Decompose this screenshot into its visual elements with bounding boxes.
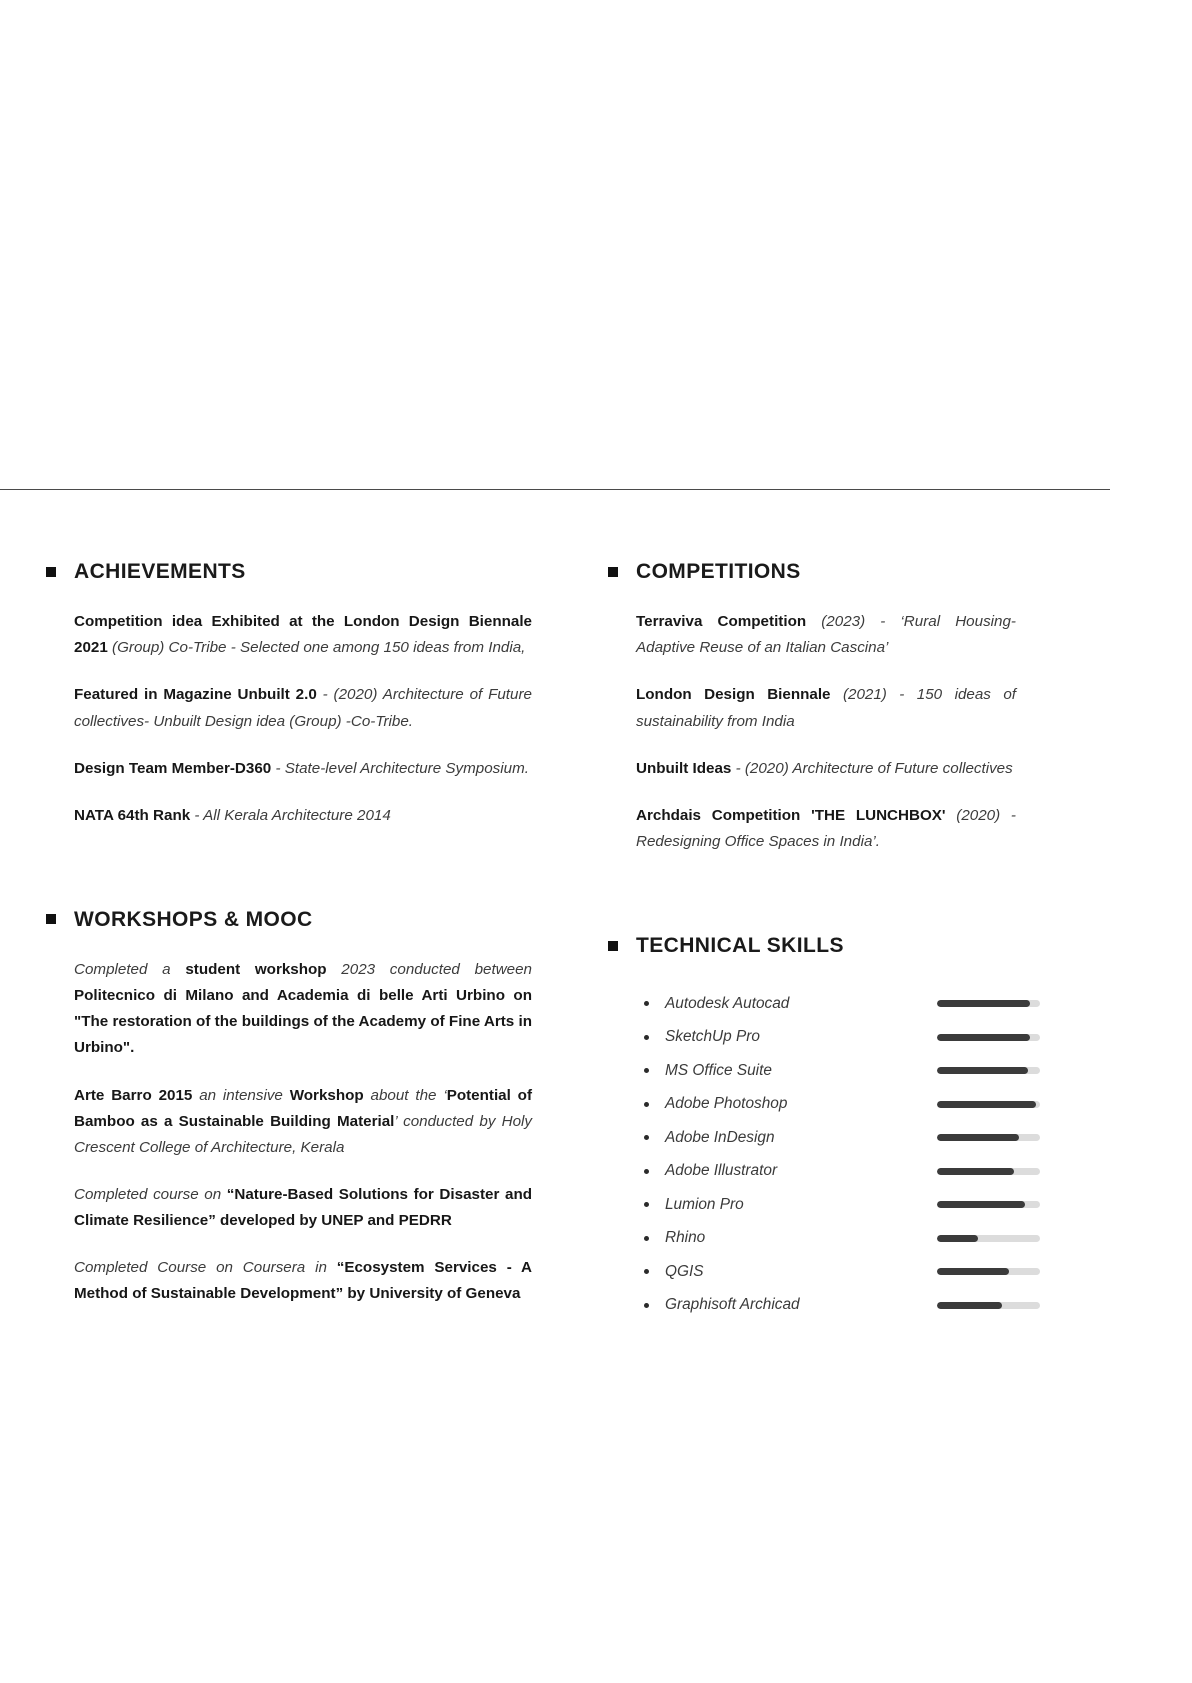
competition-italic: (2020) - Redesigning Office Spaces in India’. — [636, 806, 1016, 850]
achievement-item — [74, 609, 532, 661]
skill-level-fill — [937, 1302, 1002, 1309]
dot-bullet-icon — [644, 1202, 649, 1207]
skill-row — [644, 987, 1110, 1021]
skill-row — [644, 1088, 1110, 1122]
achievement-bold: Competition idea Exhibited at the London Design Biennale 2021 — [74, 613, 532, 657]
workshop-italic: Completed course on — [74, 1186, 227, 1204]
competition-bold: London Design Biennale — [636, 686, 831, 704]
workshop-bold: “Ecosystem Services - A Method of Sustainable Development” by University of Geneva — [74, 1259, 532, 1303]
skill-row — [644, 1222, 1110, 1256]
achievement-bold: Design Team Member-D360 — [74, 759, 272, 777]
skill-name: Adobe Photoshop — [665, 1095, 788, 1113]
skill-level-bar — [937, 1235, 1040, 1242]
dot-bullet-icon — [644, 1269, 649, 1274]
section-spacer — [608, 876, 1110, 934]
dot-bullet-icon — [644, 1169, 649, 1174]
achievement-italic: - All Kerala Architecture 2014 — [190, 806, 391, 824]
achievements-title: ACHIEVEMENTS — [74, 560, 246, 583]
competition-bold: Unbuilt Ideas — [636, 759, 732, 777]
skill-level-fill — [937, 1134, 1019, 1141]
skill-level-fill — [937, 1168, 1014, 1175]
competition-item — [636, 756, 1016, 782]
competition-item — [636, 682, 1016, 734]
square-bullet-icon — [46, 567, 56, 577]
workshop-item — [74, 1083, 532, 1161]
skill-name: SketchUp Pro — [665, 1028, 760, 1046]
skill-level-fill — [937, 1034, 1030, 1041]
achievement-italic: (Group) Co-Tribe - Selected one among 150 ideas from India, — [107, 639, 526, 657]
header-divider — [0, 489, 1110, 490]
competitions-header — [608, 560, 1110, 583]
section-workshops — [46, 908, 560, 1308]
workshop-item — [74, 957, 532, 1062]
skill-name: MS Office Suite — [665, 1061, 772, 1079]
skill-row — [644, 1155, 1110, 1189]
workshops-title: WORKSHOPS & MOOC — [74, 907, 313, 931]
section-technical-skills — [608, 934, 1110, 1322]
workshop-italic: Completed Course on Coursera in — [74, 1259, 337, 1277]
skill-name: Graphisoft Archicad — [665, 1296, 800, 1314]
technical-skills-title: TECHNICAL SKILLS — [636, 934, 844, 958]
skill-name: Adobe Illustrator — [665, 1162, 778, 1180]
workshop-item — [74, 1182, 532, 1234]
dot-bullet-icon — [644, 1068, 649, 1073]
skill-row — [644, 1121, 1110, 1155]
achievement-bold: NATA 64th Rank — [74, 806, 191, 824]
technical-skills-header — [608, 934, 1110, 957]
skill-level-fill — [937, 1000, 1030, 1007]
workshop-italic: an intensive — [192, 1086, 290, 1104]
dot-bullet-icon — [644, 1102, 649, 1107]
skill-level-bar — [937, 1000, 1040, 1007]
dot-bullet-icon — [644, 1035, 649, 1040]
skill-row — [644, 1289, 1110, 1323]
workshop-italic: about the ‘ — [363, 1086, 447, 1104]
workshop-bold: Arte Barro 2015 — [74, 1086, 193, 1104]
skill-level-fill — [937, 1201, 1025, 1208]
skill-row — [644, 1255, 1110, 1289]
competitions-entries — [608, 609, 1110, 855]
achievement-italic: - State-level Architecture Symposium. — [271, 759, 529, 777]
section-spacer — [46, 850, 560, 908]
skills-list — [608, 983, 1110, 1322]
square-bullet-icon — [608, 567, 618, 577]
skill-name: Autodesk Autocad — [665, 994, 790, 1012]
left-column — [0, 560, 560, 1329]
skill-level-bar — [937, 1201, 1040, 1208]
skill-level-fill — [937, 1268, 1009, 1275]
content-columns — [0, 560, 1110, 1329]
skill-name: Rhino — [665, 1229, 706, 1247]
achievement-italic: - (2020) Architecture of Future collectives- Unbuilt Design idea (Group) -Co-Tribe. — [74, 686, 532, 730]
competition-item — [636, 803, 1016, 855]
skill-level-bar — [937, 1034, 1040, 1041]
competition-item — [636, 609, 1016, 661]
achievement-bold: Featured in Magazine Unbuilt 2.0 — [74, 686, 317, 704]
skill-row — [644, 1188, 1110, 1222]
skill-name: Adobe InDesign — [665, 1128, 775, 1146]
workshop-italic: Completed a — [74, 961, 186, 979]
workshops-header — [46, 908, 560, 931]
square-bullet-icon — [608, 941, 618, 951]
workshop-bold: Potential of Bamboo as a Sustainable Building Material — [74, 1086, 533, 1130]
skill-level-bar — [937, 1134, 1040, 1141]
achievement-item — [74, 803, 532, 829]
workshops-entries — [46, 957, 560, 1308]
skill-level-bar — [937, 1101, 1040, 1108]
achievement-item — [74, 756, 532, 782]
skill-level-bar — [937, 1268, 1040, 1275]
achievements-header — [46, 560, 560, 583]
competition-italic: - (2020) Architecture of Future collectives — [731, 759, 1013, 777]
workshop-italic: ’ conducted by Holy Crescent College of Architecture, Kerala — [74, 1112, 532, 1156]
workshop-italic: 2023 conducted between — [326, 961, 532, 979]
workshop-bold: student workshop — [185, 961, 327, 979]
dot-bullet-icon — [644, 1135, 649, 1140]
workshop-bold: “Nature-Based Solutions for Disaster and Climate Resilience” developed by UNEP and PEDRR — [74, 1186, 532, 1230]
competition-bold: Terraviva Competition — [636, 613, 807, 631]
skill-name: QGIS — [665, 1262, 704, 1280]
competition-bold: Archdais Competition 'THE LUNCHBOX' — [636, 806, 946, 824]
skill-level-fill — [937, 1101, 1036, 1108]
section-competitions — [608, 560, 1110, 855]
dot-bullet-icon — [644, 1303, 649, 1308]
skill-level-bar — [937, 1302, 1040, 1309]
skill-name: Lumion Pro — [665, 1195, 744, 1213]
competition-italic: (2021) - 150 ideas of sustainability from India — [636, 686, 1016, 730]
section-achievements — [46, 560, 560, 829]
skill-level-fill — [937, 1067, 1028, 1074]
skill-level-fill — [937, 1235, 978, 1242]
achievement-item — [74, 682, 532, 734]
skill-level-bar — [937, 1168, 1040, 1175]
achievements-entries — [46, 609, 560, 829]
competition-italic: (2023) - ‘Rural Housing-Adaptive Reuse of an Italian Cascina’ — [636, 613, 1016, 657]
square-bullet-icon — [46, 914, 56, 924]
skill-row — [644, 1054, 1110, 1088]
right-column — [600, 560, 1110, 1329]
workshop-bold: Workshop — [289, 1086, 364, 1104]
workshop-item — [74, 1255, 532, 1307]
competitions-title: COMPETITIONS — [636, 560, 801, 583]
skill-row — [644, 1021, 1110, 1055]
dot-bullet-icon — [644, 1001, 649, 1006]
dot-bullet-icon — [644, 1236, 649, 1241]
skill-level-bar — [937, 1067, 1040, 1074]
workshop-bold: Politecnico di Milano and Academia di belle Arti Urbino on "The restoration of the buildings of the Academy of Fine Arts in Urbino". — [74, 987, 532, 1057]
